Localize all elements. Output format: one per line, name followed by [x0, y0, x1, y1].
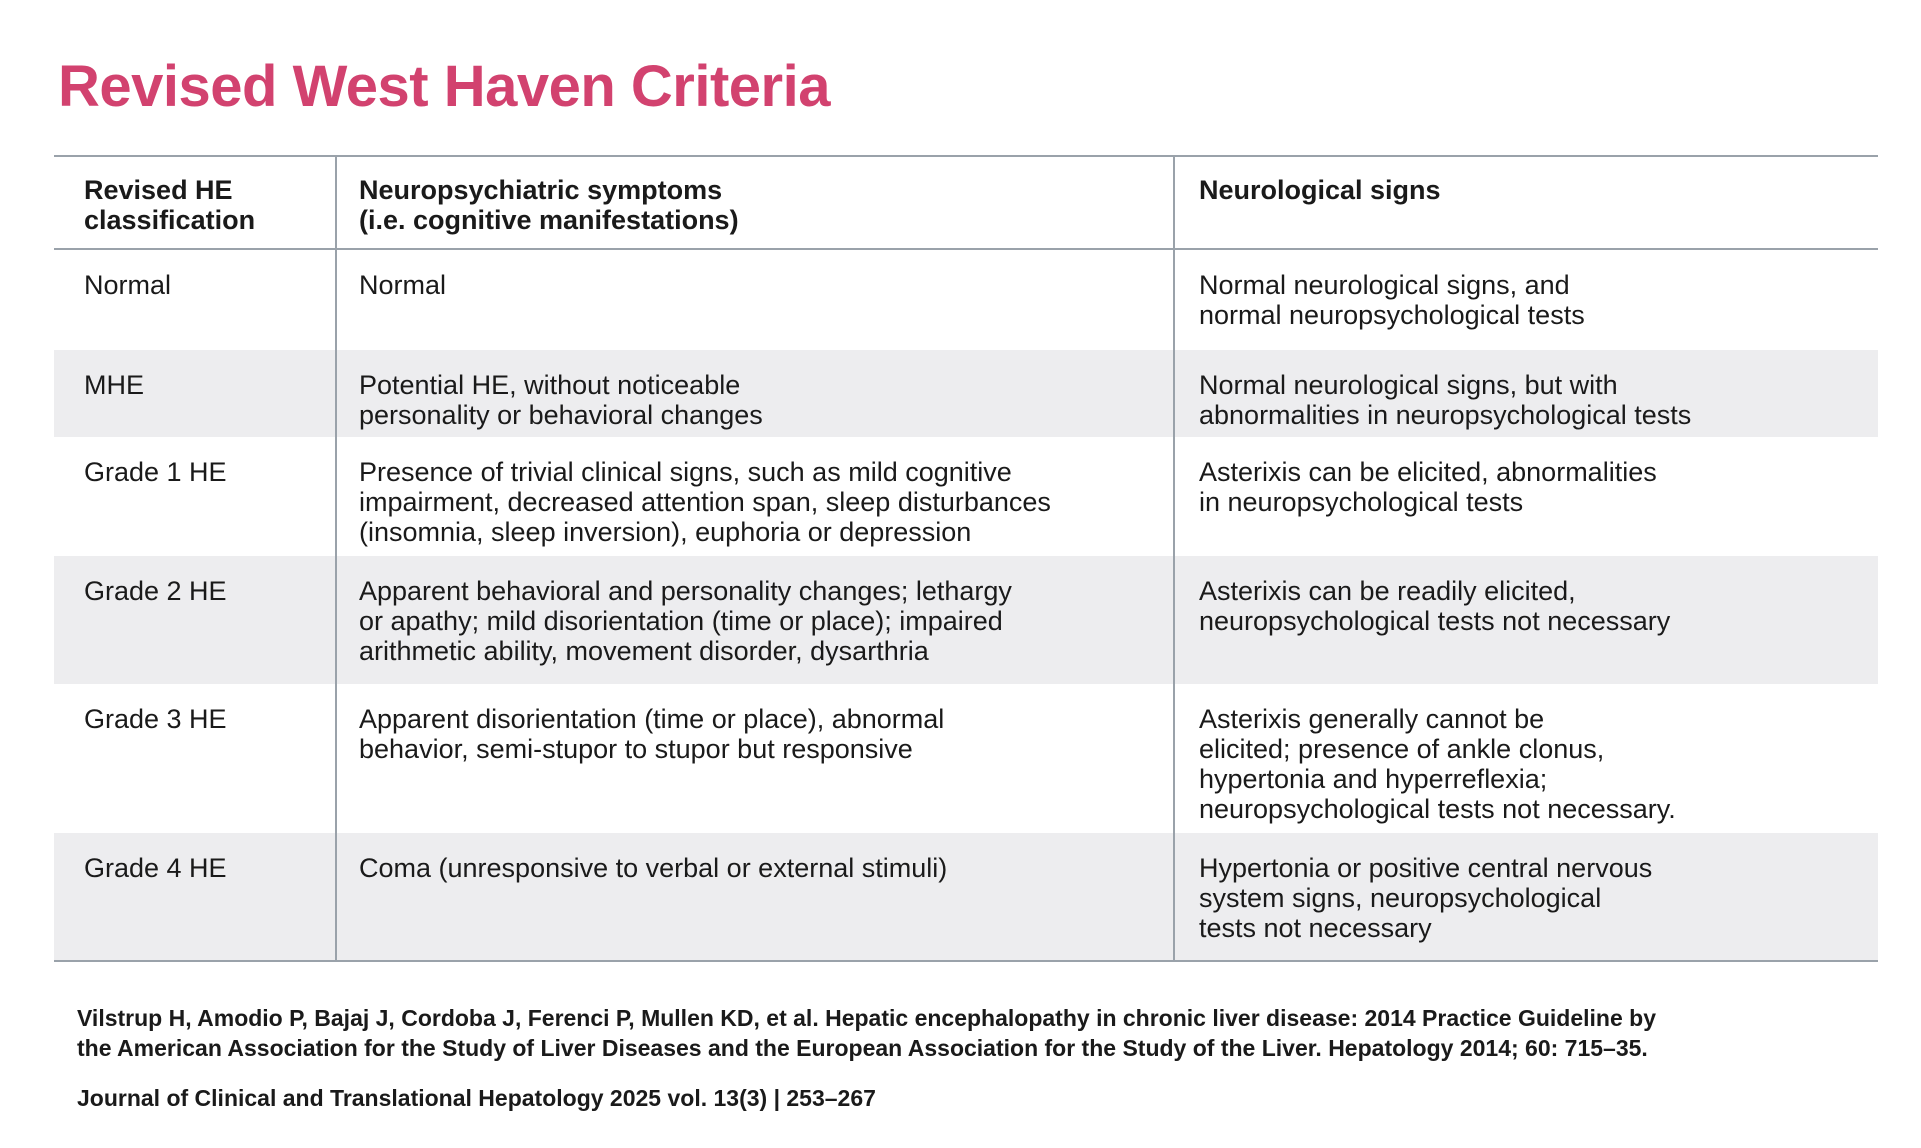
- page-title: Revised West Haven Criteria: [58, 54, 830, 119]
- cell-signs: Normal neurological signs, and normal neuropsychological tests: [1174, 249, 1878, 350]
- cell-signs: Normal neurological signs, but with abnormalities in neuropsychological tests: [1174, 350, 1878, 437]
- cell-classification: Grade 1 HE: [84, 457, 227, 487]
- cell-classification: Normal: [84, 270, 172, 300]
- cell-symptoms: Apparent disorientation (time or place), abnormal behavior, semi-stupor to stupor but responsive: [336, 684, 1174, 833]
- cell-signs: Asterixis can be elicited, abnormalities in neuropsychological tests: [1174, 437, 1878, 556]
- journal-citation: Journal of Clinical and Translational Hepatology 2025 vol. 13(3) | 253–267: [77, 1085, 876, 1111]
- cell-symptoms: Potential HE, without noticeable personality or behavioral changes: [336, 350, 1174, 437]
- cell-signs: Asterixis generally cannot be elicited; presence of ankle clonus, hypertonia and hyperreflexia; neuropsychological tests not necessary.: [1174, 684, 1878, 833]
- cell-symptoms: Coma (unresponsive to verbal or external stimuli): [336, 833, 1174, 961]
- cell-signs: Hypertonia or positive central nervous system signs, neuropsychological tests not necessary: [1174, 833, 1878, 961]
- table-row: [54, 437, 1878, 556]
- table-row: [54, 684, 1878, 833]
- table-row: [54, 350, 1878, 437]
- header-signs: Neurological signs: [1174, 156, 1878, 249]
- cell-classification: Grade 4 HE: [84, 853, 227, 883]
- criteria-table: [54, 155, 1878, 962]
- header-classification: Revised HE classification: [84, 175, 256, 235]
- reference-citation: Vilstrup H, Amodio P, Bajaj J, Cordoba J, Ferenci P, Mullen KD, et al. Hepatic encephalopathy in chronic liver disease: 2014 Practice Guideline by the American Association for the Study of Liver Diseases and the European Association for the Study of the Liver. Hepatology 2014; 60: 715–35.: [77, 1005, 1656, 1061]
- cell-classification: Grade 3 HE: [84, 704, 227, 734]
- table-row: [54, 833, 1878, 961]
- cell-symptoms: Normal: [336, 249, 1174, 350]
- header-row: [54, 156, 1878, 249]
- table-body: [54, 249, 1878, 961]
- table-row: [54, 556, 1878, 684]
- cell-classification: MHE: [84, 370, 144, 400]
- cell-symptoms: Presence of trivial clinical signs, such as mild cognitive impairment, decreased attention span, sleep disturbances (insomnia, sleep inversion), euphoria or depression: [336, 437, 1174, 556]
- header-symptoms: Neuropsychiatric symptoms (i.e. cognitive manifestations): [336, 156, 1174, 249]
- cell-signs: Asterixis can be readily elicited, neuropsychological tests not necessary: [1174, 556, 1878, 684]
- cell-symptoms: Apparent behavioral and personality changes; lethargy or apathy; mild disorientation (time or place); impaired arithmetic ability, movement disorder, dysarthria: [336, 556, 1174, 684]
- cell-classification: Grade 2 HE: [84, 576, 227, 606]
- table-row: [54, 249, 1878, 350]
- table-header: [54, 156, 1878, 249]
